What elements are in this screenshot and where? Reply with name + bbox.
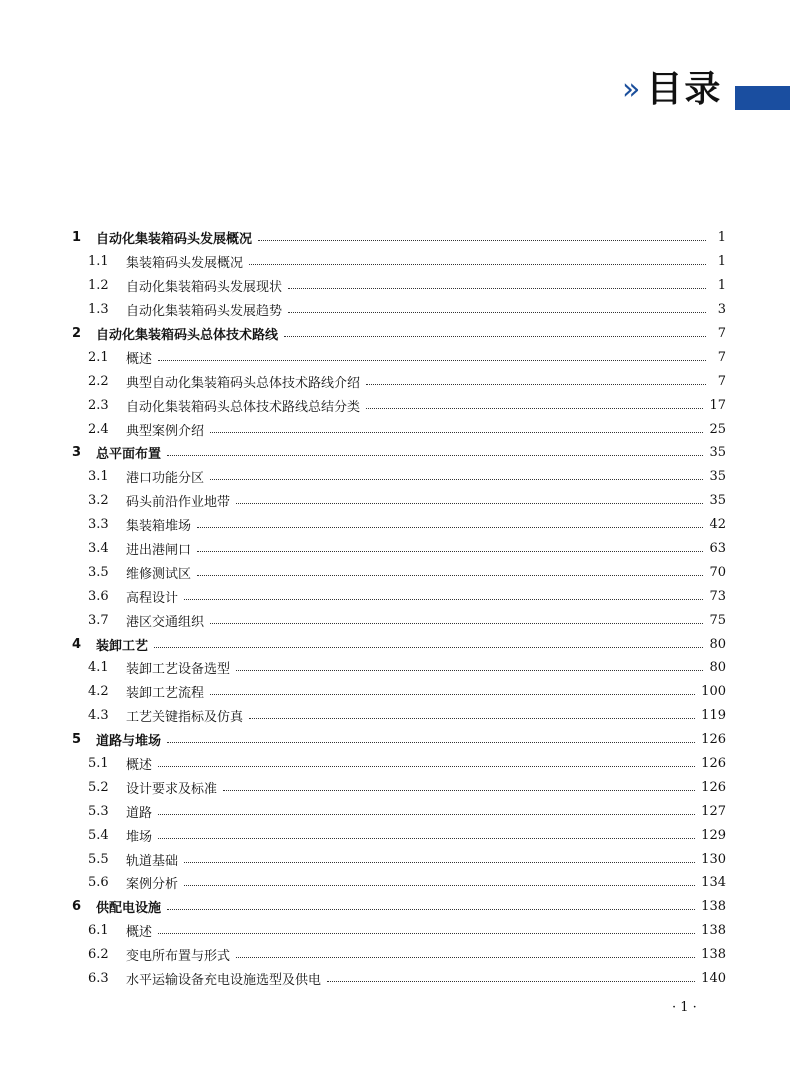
entry-title: 集装箱码头发展概况 xyxy=(126,256,244,272)
entry-title: 高程设计 xyxy=(126,590,179,606)
dot-leader xyxy=(158,360,706,361)
entry-page-number: 80 xyxy=(709,660,726,676)
entry-title: 港口功能分区 xyxy=(126,471,205,487)
dot-leader xyxy=(197,551,703,552)
entry-number: 5.1 xyxy=(88,756,109,772)
entry-page-number: 75 xyxy=(709,612,726,628)
toc-chapter-entry[interactable] xyxy=(72,226,726,250)
entry-page-number: 7 xyxy=(717,326,726,341)
toc-section-entry[interactable] xyxy=(72,656,726,680)
toc-section-entry[interactable] xyxy=(72,967,726,991)
entry-page-number: 7 xyxy=(717,373,726,389)
table-of-contents xyxy=(72,226,726,991)
dot-leader xyxy=(366,408,703,409)
entry-title: 维修测试区 xyxy=(126,566,192,582)
entry-page-number: 73 xyxy=(709,588,726,604)
dot-leader xyxy=(236,503,703,504)
entry-page-number: 35 xyxy=(709,469,726,485)
toc-section-entry[interactable] xyxy=(72,417,726,441)
entry-title: 案例分析 xyxy=(126,877,179,893)
toc-section-entry[interactable] xyxy=(72,847,726,871)
dot-leader xyxy=(258,240,706,241)
toc-section-entry[interactable] xyxy=(72,298,726,322)
entry-number: 2.2 xyxy=(88,373,109,389)
dot-leader xyxy=(223,790,695,791)
entry-title: 自动化集装箱码头发展趋势 xyxy=(126,304,283,320)
entry-title: 自动化集装箱码头发展现状 xyxy=(126,280,283,296)
entry-number: 3.7 xyxy=(88,612,109,628)
toc-chapter-entry[interactable] xyxy=(72,728,726,752)
dot-leader xyxy=(366,384,706,385)
entry-title: 装卸工艺流程 xyxy=(126,686,205,702)
entry-title: 道路 xyxy=(126,805,153,821)
toc-section-entry[interactable] xyxy=(72,823,726,847)
toc-section-entry[interactable] xyxy=(72,799,726,823)
dot-leader xyxy=(167,455,703,456)
entry-number: 2.3 xyxy=(88,397,109,413)
dot-leader xyxy=(167,909,695,910)
entry-number: 6.3 xyxy=(88,971,109,987)
dot-leader xyxy=(249,718,695,719)
dot-leader xyxy=(210,694,695,695)
entry-number: 5 xyxy=(72,732,82,748)
entry-page-number: 129 xyxy=(701,827,726,843)
toc-section-entry[interactable] xyxy=(72,369,726,393)
toc-section-entry[interactable] xyxy=(72,775,726,799)
dot-leader xyxy=(288,288,706,289)
toc-chapter-entry[interactable] xyxy=(72,632,726,656)
entry-page-number: 7 xyxy=(717,349,726,365)
toc-section-entry[interactable] xyxy=(72,584,726,608)
dot-leader xyxy=(210,623,703,624)
entry-number: 5.5 xyxy=(88,851,109,867)
entry-page-number: 70 xyxy=(709,564,726,580)
toc-section-entry[interactable] xyxy=(72,680,726,704)
entry-title: 港区交通组织 xyxy=(126,614,205,630)
entry-page-number: 63 xyxy=(709,541,726,557)
entry-number: 5.4 xyxy=(88,827,109,843)
entry-number: 6 xyxy=(72,899,82,915)
entry-title: 进出港闸口 xyxy=(126,543,192,559)
entry-title: 水平运输设备充电设施选型及供电 xyxy=(126,973,322,989)
toc-chapter-entry[interactable] xyxy=(72,895,726,919)
dot-leader xyxy=(236,957,695,958)
toc-section-entry[interactable] xyxy=(72,274,726,298)
toc-section-entry[interactable] xyxy=(72,560,726,584)
entry-title: 道路与堆场 xyxy=(96,734,162,750)
dot-leader xyxy=(327,981,695,982)
entry-number: 5.6 xyxy=(88,875,109,891)
entry-title: 设计要求及标准 xyxy=(126,781,218,797)
entry-number: 1 xyxy=(72,230,82,246)
entry-number: 3.4 xyxy=(88,541,109,557)
double-chevron-icon: » xyxy=(622,72,631,107)
dot-leader xyxy=(184,862,695,863)
entry-page-number: 1 xyxy=(717,254,726,270)
toc-section-entry[interactable] xyxy=(72,393,726,417)
entry-number: 3.3 xyxy=(88,517,109,533)
dot-leader xyxy=(197,575,703,576)
entry-title: 变电所布置与形式 xyxy=(126,949,231,965)
entry-title: 典型案例介绍 xyxy=(126,423,205,439)
entry-title: 自动化集装箱码头发展概况 xyxy=(96,232,253,248)
toc-chapter-entry[interactable] xyxy=(72,441,726,465)
entry-title: 自动化集装箱码头总体技术路线 xyxy=(96,328,279,343)
entry-number: 3.6 xyxy=(88,588,109,604)
toc-section-entry[interactable] xyxy=(72,513,726,537)
entry-number: 3.1 xyxy=(88,469,109,485)
dot-leader xyxy=(284,336,706,337)
entry-page-number: 130 xyxy=(701,851,726,867)
entry-page-number: 140 xyxy=(701,971,726,987)
entry-page-number: 126 xyxy=(701,756,726,772)
dot-leader xyxy=(158,814,695,815)
toc-section-entry[interactable] xyxy=(72,537,726,561)
dot-leader xyxy=(158,838,695,839)
entry-title: 概述 xyxy=(126,758,153,774)
entry-number: 2.4 xyxy=(88,421,109,437)
entry-page-number: 134 xyxy=(701,875,726,891)
entry-title: 集装箱堆场 xyxy=(126,519,192,535)
entry-title: 概述 xyxy=(126,925,153,941)
entry-number: 5.2 xyxy=(88,779,109,795)
dot-leader xyxy=(288,312,706,313)
entry-number: 6.1 xyxy=(88,923,109,939)
toc-section-entry[interactable] xyxy=(72,608,726,632)
entry-title: 工艺关键指标及仿真 xyxy=(126,710,244,726)
toc-header xyxy=(622,69,723,110)
dot-leader xyxy=(184,599,703,600)
toc-section-entry[interactable] xyxy=(72,919,726,943)
entry-number: 1.2 xyxy=(88,278,109,294)
dot-leader xyxy=(249,264,706,265)
entry-title: 自动化集装箱码头总体技术路线总结分类 xyxy=(126,399,361,415)
page-number: · 1 · xyxy=(672,1000,697,1015)
entry-page-number: 127 xyxy=(701,803,726,819)
entry-number: 6.2 xyxy=(88,947,109,963)
entry-page-number: 138 xyxy=(701,923,726,939)
entry-page-number: 35 xyxy=(709,493,726,509)
entry-title: 码头前沿作业地带 xyxy=(126,495,231,511)
toc-section-entry[interactable] xyxy=(72,489,726,513)
entry-number: 3 xyxy=(72,445,82,461)
entry-title: 装卸工艺设备选型 xyxy=(126,662,231,678)
entry-page-number: 126 xyxy=(701,732,726,748)
entry-page-number: 25 xyxy=(709,421,726,437)
dot-leader xyxy=(236,670,703,671)
entry-page-number: 1 xyxy=(717,278,726,294)
entry-page-number: 1 xyxy=(717,230,726,246)
dot-leader xyxy=(167,742,695,743)
entry-number: 1.3 xyxy=(88,302,109,318)
title-accent-bar xyxy=(735,86,790,110)
dot-leader xyxy=(158,933,695,934)
entry-title: 轨道基础 xyxy=(126,853,179,869)
dot-leader xyxy=(210,432,703,433)
entry-page-number: 119 xyxy=(701,708,726,724)
entry-number: 5.3 xyxy=(88,803,109,819)
dot-leader xyxy=(197,527,703,528)
dot-leader xyxy=(154,647,703,648)
entry-title: 概述 xyxy=(126,351,153,367)
entry-number: 4 xyxy=(72,636,82,652)
entry-title: 总平面布置 xyxy=(96,447,162,463)
entry-page-number: 17 xyxy=(709,397,726,413)
dot-leader xyxy=(184,885,695,886)
toc-chapter-entry[interactable] xyxy=(72,322,726,346)
dot-leader xyxy=(158,766,695,767)
toc-section-entry[interactable] xyxy=(72,943,726,967)
entry-page-number: 80 xyxy=(709,636,726,652)
entry-number: 4.3 xyxy=(88,708,109,724)
toc-section-entry[interactable] xyxy=(72,871,726,895)
toc-section-entry[interactable] xyxy=(72,704,726,728)
entry-title: 典型自动化集装箱码头总体技术路线介绍 xyxy=(126,375,361,391)
entry-page-number: 126 xyxy=(701,779,726,795)
entry-page-number: 42 xyxy=(709,517,726,533)
entry-number: 1.1 xyxy=(88,254,109,270)
entry-number: 2.1 xyxy=(88,349,109,365)
entry-number: 4.1 xyxy=(88,660,109,676)
toc-section-entry[interactable] xyxy=(72,752,726,776)
entry-title: 供配电设施 xyxy=(96,901,162,917)
entry-number: 3.5 xyxy=(88,564,109,580)
entry-page-number: 138 xyxy=(701,947,726,963)
entry-number: 4.2 xyxy=(88,684,109,700)
entry-page-number: 100 xyxy=(701,684,726,700)
entry-title: 堆场 xyxy=(126,829,153,845)
toc-section-entry[interactable] xyxy=(72,465,726,489)
page-title: 目录 xyxy=(646,69,723,110)
entry-page-number: 138 xyxy=(701,899,726,915)
toc-section-entry[interactable] xyxy=(72,345,726,369)
entry-number: 3.2 xyxy=(88,493,109,509)
entry-page-number: 35 xyxy=(709,445,726,461)
entry-page-number: 3 xyxy=(717,302,726,318)
dot-leader xyxy=(210,479,703,480)
entry-title: 装卸工艺 xyxy=(96,638,149,654)
toc-section-entry[interactable] xyxy=(72,250,726,274)
entry-number: 2 xyxy=(72,326,82,341)
